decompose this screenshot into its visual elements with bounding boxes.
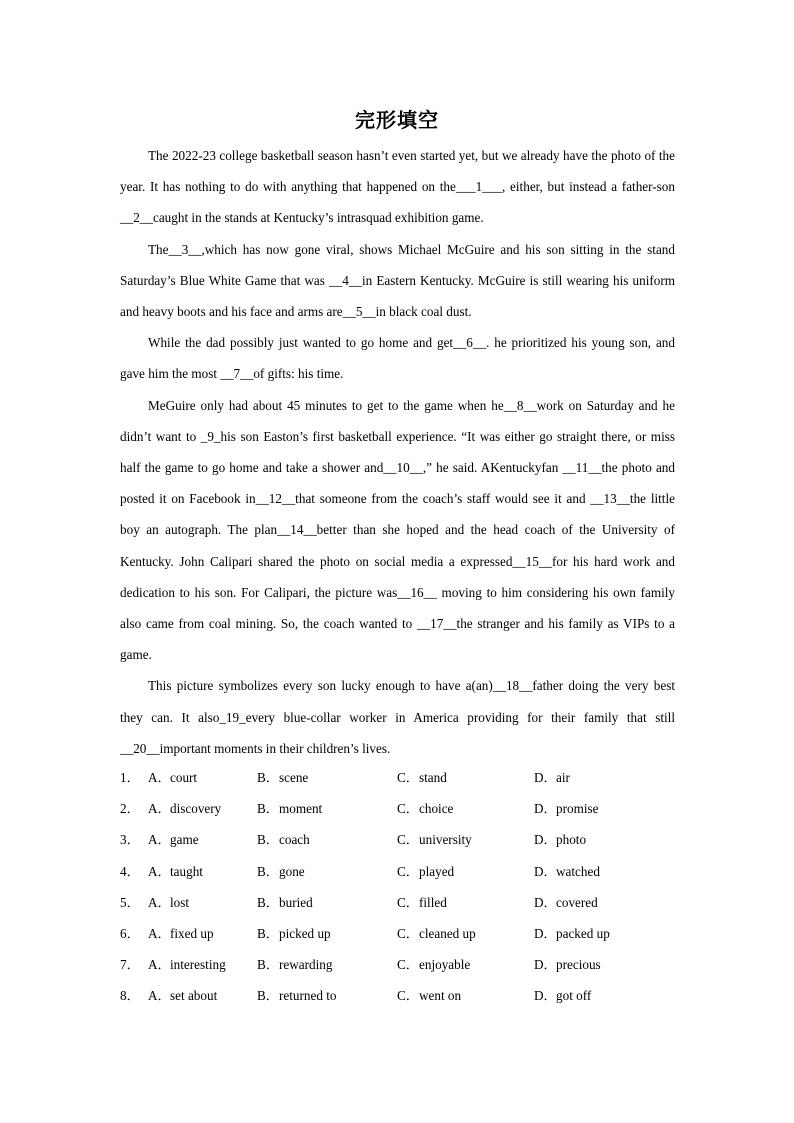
- option-letter: B．: [257, 863, 279, 879]
- option-text: covered: [556, 894, 598, 910]
- passage-paragraph: While the dad possibly just wanted to go home and get__6__. he prioritized his young son, and gave him the most __7__of gifts: his time.: [120, 335, 675, 382]
- question-row: [120, 824, 680, 855]
- option-a: [148, 980, 217, 1011]
- option-c: [397, 980, 461, 1011]
- option-text: discovery: [170, 801, 222, 817]
- question-number: 6．: [120, 925, 140, 941]
- option-b: [257, 762, 308, 793]
- cloze-passage: [120, 140, 675, 764]
- option-text: fixed up: [170, 925, 214, 941]
- option-c: [397, 762, 447, 793]
- question-number: 1．: [120, 770, 140, 785]
- option-letter: D．: [534, 894, 557, 910]
- option-a: [148, 824, 199, 855]
- option-text: moment: [279, 801, 323, 817]
- option-d: [534, 980, 591, 1011]
- option-d: [534, 918, 610, 949]
- passage-paragraph: The 2022-23 college basketball season hasn’t even started yet, but we already have the photo of the year. It has nothing to do with anything that happened on the___1___, either, but instead a father-son __2__caught in the stands at Kentucky’s intrasquad exhibition game.: [120, 148, 675, 226]
- option-letter: D．: [534, 925, 557, 941]
- option-c: [397, 949, 470, 980]
- option-letter: D．: [534, 801, 557, 817]
- option-letter: C．: [397, 770, 419, 785]
- option-a: [148, 887, 189, 918]
- option-d: [534, 856, 600, 887]
- option-text: enjoyable: [419, 957, 471, 973]
- option-text: rewarding: [279, 957, 333, 973]
- option-letter: A．: [148, 770, 171, 785]
- option-letter: D．: [534, 770, 557, 785]
- passage-paragraph: This picture symbolizes every son lucky enough to have a(an)__18__father doing the very best they can. It also_19_every blue-collar worker in America providing for their family that still __20__important moments in their children’s lives.: [120, 678, 675, 756]
- option-letter: C．: [397, 988, 419, 1004]
- option-a: [148, 856, 203, 887]
- option-text: set about: [170, 988, 218, 1004]
- passage-paragraph: The__3__,which has now gone viral, shows Michael McGuire and his son sitting in the stand Saturday’s Blue White Game that was __4__in Eastern Kentucky. McGuire is still wearing his uniform and heavy boots and his face and arms are__5__in black coal dust.: [120, 241, 675, 320]
- question-number: 8．: [120, 988, 140, 1004]
- option-text: got off: [556, 988, 592, 1004]
- option-letter: C．: [397, 863, 419, 879]
- question-options-list: [120, 762, 680, 1012]
- option-letter: A．: [148, 925, 171, 941]
- option-text: taught: [170, 863, 203, 879]
- question-number: 4．: [120, 863, 140, 879]
- option-letter: A．: [148, 957, 171, 973]
- page-title: 完形填空: [355, 108, 439, 132]
- option-a: [148, 762, 197, 793]
- question-row: [120, 887, 680, 918]
- option-text: went on: [419, 988, 462, 1004]
- option-text: game: [170, 832, 199, 848]
- question-number: 3．: [120, 832, 140, 848]
- option-letter: A．: [148, 832, 171, 848]
- option-text: watched: [556, 863, 600, 879]
- option-c: [397, 824, 472, 855]
- option-letter: C．: [397, 801, 419, 817]
- option-b: [257, 824, 310, 855]
- option-letter: D．: [534, 832, 557, 848]
- option-d: [534, 793, 599, 824]
- option-letter: C．: [397, 894, 419, 910]
- option-text: scene: [279, 770, 309, 785]
- option-b: [257, 949, 332, 980]
- option-text: photo: [556, 832, 587, 848]
- option-text: buried: [279, 894, 313, 910]
- option-a: [148, 918, 214, 949]
- option-letter: A．: [148, 801, 171, 817]
- option-c: [397, 918, 476, 949]
- option-a: [148, 793, 221, 824]
- option-letter: A．: [148, 988, 171, 1004]
- option-d: [534, 762, 570, 793]
- option-text: air: [556, 770, 570, 785]
- question-row: [120, 762, 680, 793]
- option-d: [534, 887, 598, 918]
- option-text: stand: [419, 770, 447, 785]
- question-row: [120, 793, 680, 824]
- option-letter: A．: [148, 863, 171, 879]
- option-text: gone: [279, 863, 305, 879]
- option-letter: B．: [257, 770, 279, 785]
- option-b: [257, 918, 331, 949]
- passage-paragraph: MeGuire only had about 45 minutes to get to the game when he__8__work on Saturday and he didn’t want to _9_his son Easton’s first basketball experience. “It was either go straight there, or miss half the game to go home and take a shower and__10__,” he said. AKentuckyfan __11__the photo and posted it on Facebook in__12__that someone from the coach’s staff would see it and __13__the little boy an autograph. The plan__14__better than she hoped and the head coach of the University of Kentucky. John Calipari shared the photo on social media a expressed__15__for his hard work and dedication to his son. For Calipari, the picture was__16__ moving to him considering his own family also came from coal mining. So, the coach wanted to __17__the stranger and his family as VIPs to a game.: [120, 397, 675, 663]
- option-letter: B．: [257, 832, 279, 848]
- option-text: picked up: [279, 925, 331, 941]
- option-c: [397, 887, 447, 918]
- option-b: [257, 856, 305, 887]
- option-c: [397, 856, 454, 887]
- option-letter: C．: [397, 832, 419, 848]
- option-letter: D．: [534, 863, 557, 879]
- option-letter: D．: [534, 988, 557, 1004]
- option-text: packed up: [556, 925, 610, 941]
- option-text: returned to: [279, 988, 337, 1004]
- question-row: [120, 949, 680, 980]
- option-letter: C．: [397, 957, 419, 973]
- option-text: interesting: [170, 957, 226, 973]
- question-row: [120, 918, 680, 949]
- option-text: lost: [170, 894, 190, 910]
- option-b: [257, 793, 322, 824]
- option-letter: B．: [257, 894, 279, 910]
- option-text: promise: [556, 801, 599, 817]
- option-letter: B．: [257, 801, 279, 817]
- option-letter: D．: [534, 957, 557, 973]
- option-text: filled: [419, 894, 447, 910]
- option-letter: A．: [148, 894, 171, 910]
- question-number: 2．: [120, 801, 140, 817]
- option-a: [148, 949, 226, 980]
- option-letter: B．: [257, 988, 279, 1004]
- option-letter: C．: [397, 925, 419, 941]
- option-letter: B．: [257, 925, 279, 941]
- option-b: [257, 887, 313, 918]
- question-number: 5．: [120, 894, 140, 910]
- option-b: [257, 980, 337, 1011]
- option-text: court: [170, 770, 198, 785]
- option-text: played: [419, 863, 455, 879]
- option-text: choice: [419, 801, 454, 817]
- option-d: [534, 949, 601, 980]
- option-letter: B．: [257, 957, 279, 973]
- question-row: [120, 856, 680, 887]
- option-text: cleaned up: [419, 925, 476, 941]
- option-text: precious: [556, 957, 601, 973]
- option-text: coach: [279, 832, 310, 848]
- option-d: [534, 824, 586, 855]
- question-number: 7．: [120, 957, 140, 973]
- option-c: [397, 793, 453, 824]
- question-row: [120, 980, 680, 1011]
- option-text: university: [419, 832, 472, 848]
